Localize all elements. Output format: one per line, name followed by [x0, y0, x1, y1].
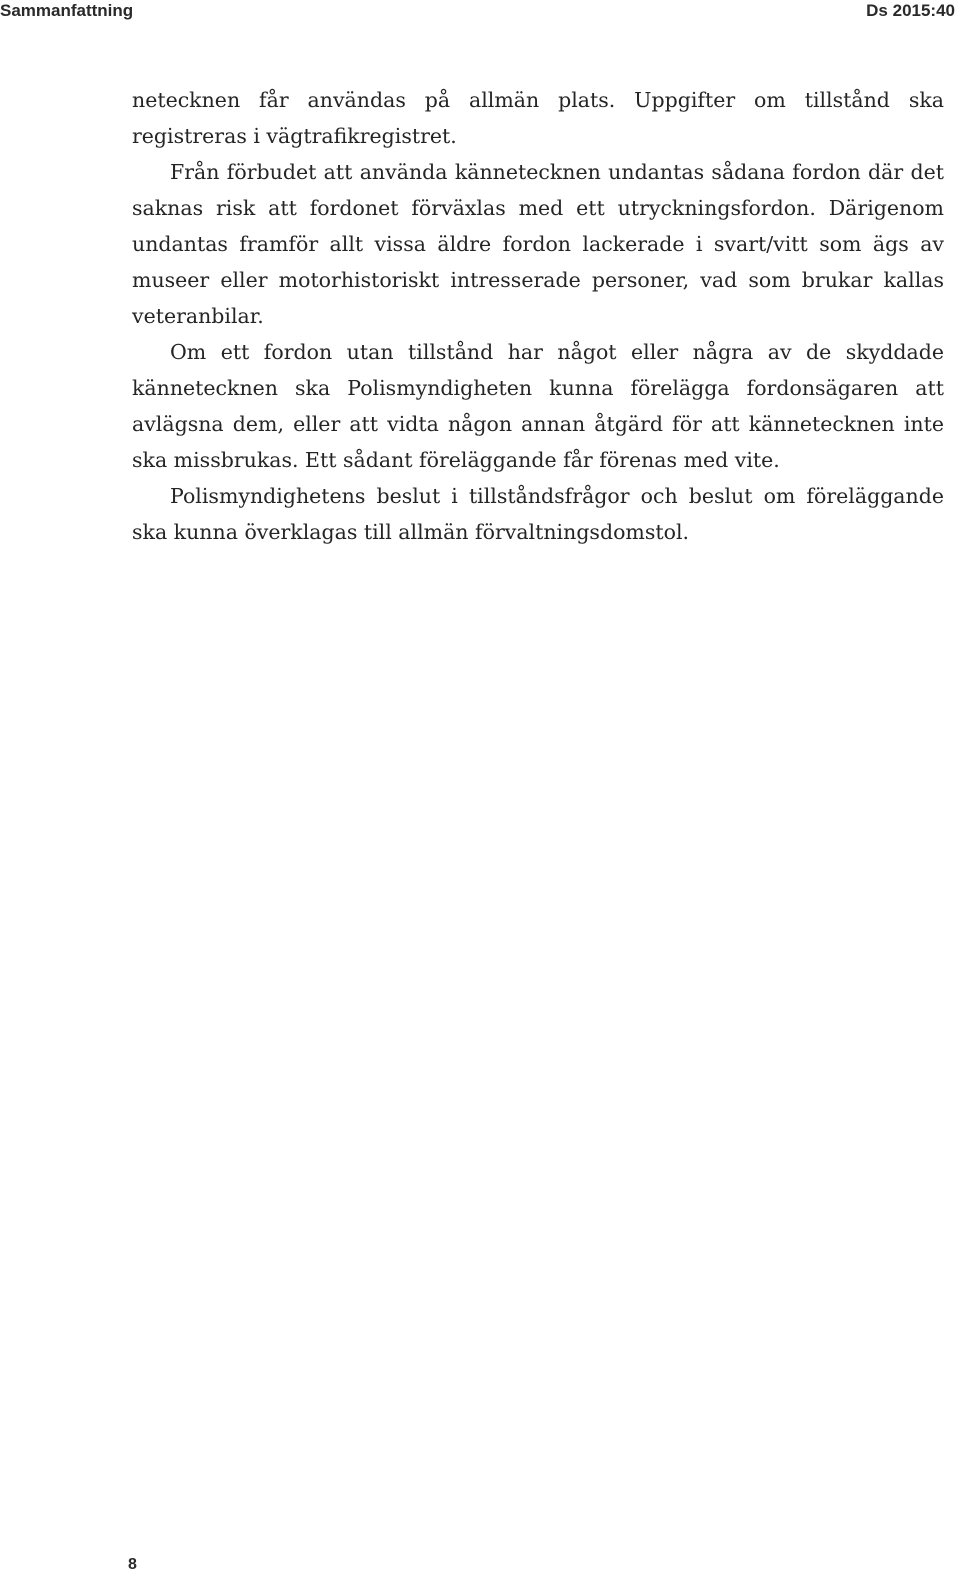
- document-reference: Ds 2015:40: [866, 1, 955, 20]
- section-title: Sammanfattning: [0, 1, 134, 20]
- paragraph-continued: netecknen får användas på allmän plats. Uppgifter om tillstånd ska registreras i vägtrafikregistret.: [132, 88, 944, 148]
- paragraph-appeal: Polismyndighetens beslut i tillståndsfrågor och beslut om föreläggande ska kunna överklagas till allmän förvaltningsdomstol.: [132, 484, 944, 544]
- running-header: [0, 0, 960, 22]
- paragraph-exemption: Från förbudet att använda kännetecknen undantas sådana fordon där det saknas risk att fordonet förväxlas med ett utryckningsfordon. Därigenom undantas framför allt vissa äldre fordon lackerade i svart/vitt som ägs av museer eller motorhistoriskt intresserade personer, vad som brukar kallas veteranbilar.: [132, 160, 944, 328]
- paragraph-injunction: Om ett fordon utan tillstånd har något eller några av de skyddade kännetecknen ska Polismyndigheten kunna förelägga fordonsägaren att avlägsna dem, eller att vidta någon annan åtgärd för att kännetecknen inte ska missbrukas. Ett sådant föreläggande får förenas med vite.: [132, 340, 944, 472]
- page-number: 8: [128, 1556, 137, 1573]
- body-text: [132, 82, 944, 550]
